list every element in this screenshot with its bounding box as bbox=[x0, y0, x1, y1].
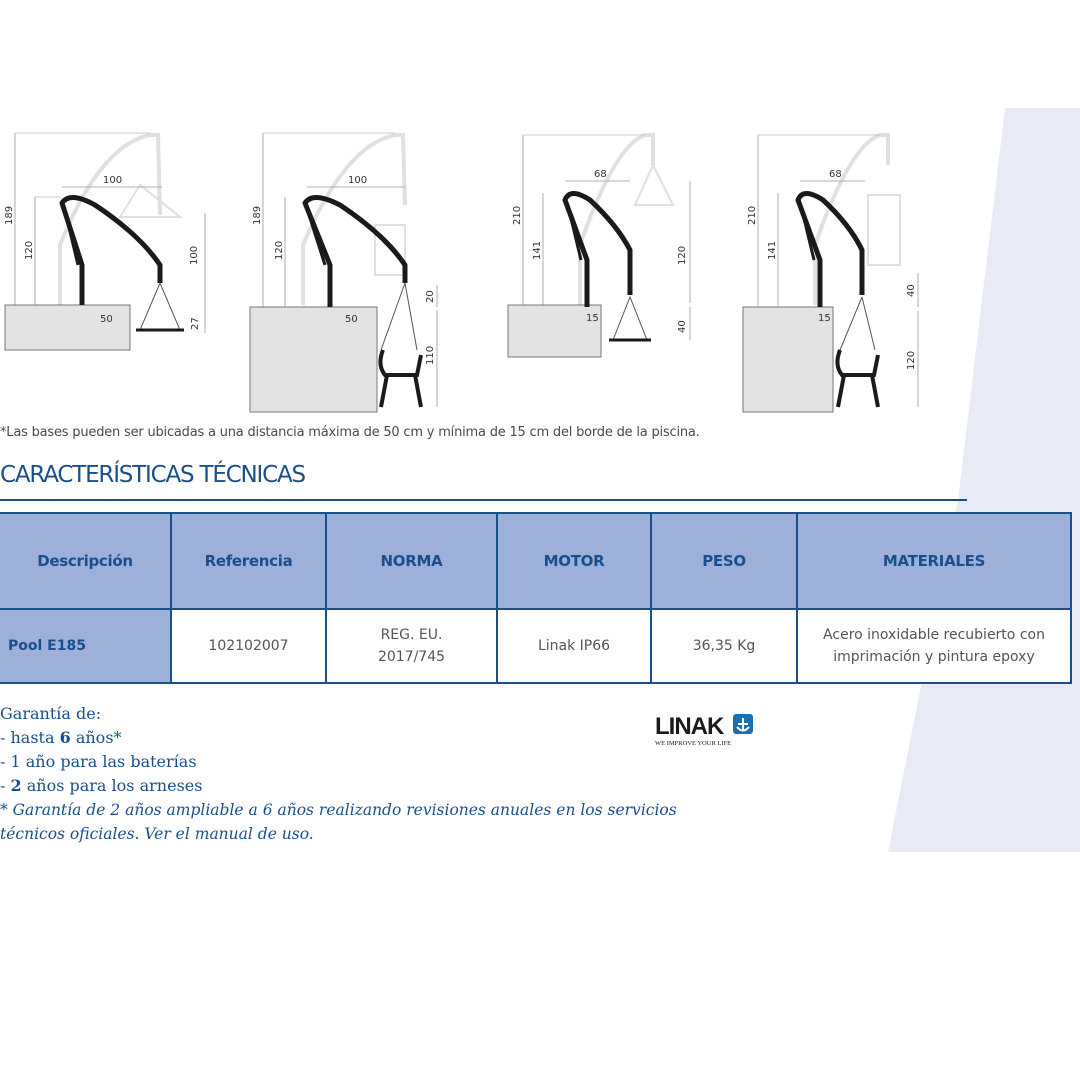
svg-text:WE IMPROVE YOUR LIFE: WE IMPROVE YOUR LIFE bbox=[655, 740, 732, 747]
dim-label: 120 bbox=[677, 245, 688, 265]
dim-label: 68 bbox=[594, 169, 607, 180]
warranty-line-3: - 2 años para los arneses bbox=[0, 776, 203, 795]
warranty-note-2: técnicos oficiales. Ver el manual de uso. bbox=[0, 825, 314, 843]
header-motor: MOTOR bbox=[497, 513, 651, 609]
title-divider bbox=[0, 499, 967, 501]
header-referencia: Referencia bbox=[171, 513, 326, 609]
dim-label: 68 bbox=[829, 169, 842, 180]
dim-label: 100 bbox=[189, 245, 200, 265]
warranty-line-2: - 1 año para las baterías bbox=[0, 752, 197, 771]
dim-label: 15 bbox=[586, 313, 599, 324]
dim-label: 15 bbox=[818, 313, 831, 324]
lift-diagram-4 bbox=[740, 125, 980, 420]
dim-label: 210 bbox=[512, 205, 523, 225]
header-descripcion: Descripción bbox=[0, 513, 171, 609]
dim-label: 120 bbox=[24, 240, 35, 260]
dim-label: 120 bbox=[906, 350, 917, 370]
dim-label: 189 bbox=[252, 205, 263, 225]
warranty-title: Garantía de: bbox=[0, 704, 102, 723]
dim-label: 210 bbox=[747, 205, 758, 225]
materiales-line-1: Acero inoxidable recubierto con bbox=[823, 627, 1045, 643]
dim-label: 50 bbox=[345, 314, 358, 325]
svg-text:LINAK: LINAK bbox=[655, 713, 724, 740]
dim-label: 50 bbox=[100, 314, 113, 325]
cell-materiales bbox=[797, 609, 1071, 683]
table-header-row bbox=[0, 513, 1071, 609]
dim-label: 27 bbox=[190, 317, 201, 330]
dim-label: 189 bbox=[4, 205, 15, 225]
warranty-note-1: * Garantía de 2 años ampliable a 6 años realizando revisiones anuales en los servicios bbox=[0, 801, 677, 819]
section-title: CARACTERÍSTICAS TÉCNICAS bbox=[0, 462, 305, 488]
dim-label: 110 bbox=[425, 345, 436, 365]
cell-peso: 36,35 Kg bbox=[651, 609, 797, 683]
dim-label: 120 bbox=[274, 240, 285, 260]
cell-referencia: 102102007 bbox=[171, 609, 326, 683]
warranty-line-1: - hasta 6 años* bbox=[0, 728, 122, 747]
dim-label: 141 bbox=[532, 240, 543, 260]
cell-motor: Linak IP66 bbox=[497, 609, 651, 683]
table-row bbox=[0, 609, 1071, 683]
placement-footnote: *Las bases pueden ser ubicadas a una distancia máxima de 50 cm y mínima de 15 cm del borde de la piscina. bbox=[0, 425, 700, 440]
header-materiales: MATERIALES bbox=[797, 513, 1071, 609]
norma-line-1: REG. EU. bbox=[380, 627, 443, 643]
dim-label: 141 bbox=[767, 240, 778, 260]
norma-line-2: 2017/745 bbox=[377, 649, 446, 665]
specs-table bbox=[0, 512, 1072, 684]
header-norma: NORMA bbox=[326, 513, 497, 609]
dim-label: 100 bbox=[103, 175, 123, 186]
dim-label: 40 bbox=[906, 284, 917, 297]
linak-logo bbox=[655, 708, 765, 750]
cell-norma bbox=[326, 609, 497, 683]
lift-diagram-2 bbox=[245, 125, 485, 420]
cell-descripcion: Pool E185 bbox=[0, 609, 171, 683]
materiales-line-2: imprimación y pintura epoxy bbox=[833, 649, 1035, 665]
warranty-block bbox=[0, 702, 720, 846]
header-peso: PESO bbox=[651, 513, 797, 609]
lift-diagram-1 bbox=[0, 125, 240, 420]
dim-label: 40 bbox=[677, 320, 688, 333]
dim-label: 20 bbox=[425, 290, 436, 303]
lift-diagram-3 bbox=[505, 125, 745, 420]
dim-label: 100 bbox=[348, 175, 368, 186]
